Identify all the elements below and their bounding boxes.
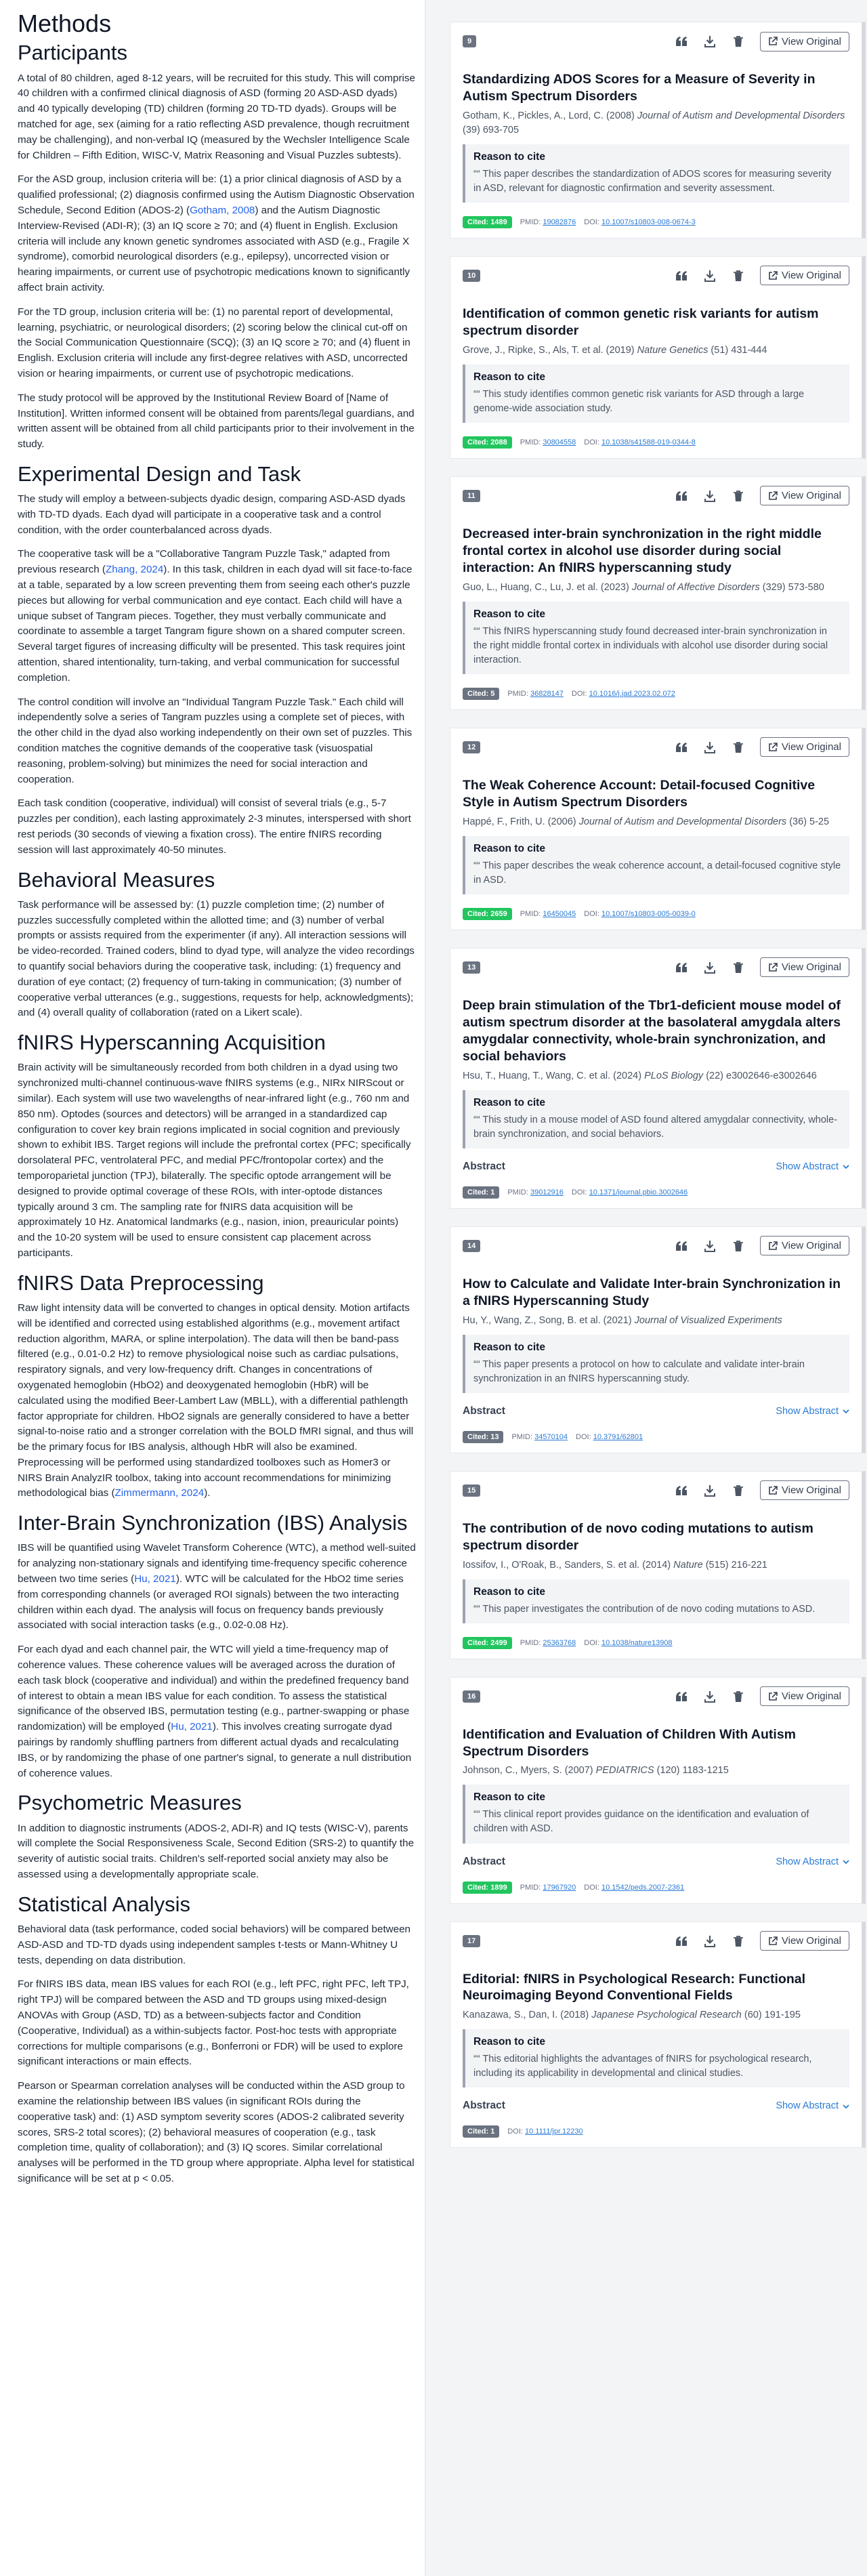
paragraph: IBS will be quantified using Wavelet Transform Coherence (WTC), a method well-suited for analyzing non-stationary signals and identifying time-frequency specific coherence between two time series (Hu, 2021). WTC will be calculated for the HbO2 time series from corresponding channels (or averaged ROI signals) between the two interacting children within each dyad. The analysis will focus on frequency bands previously associated with social interaction tasks (e.g., 0.02-0.08 Hz). <box>18 1542 416 1632</box>
pmid: PMID: 16450045 <box>520 909 576 918</box>
reason-title: Reason to cite <box>473 1585 545 1598</box>
reference-title: Decreased inter-brain synchronization in the right middle frontal cortex in alcohol use disorder during social interaction: An fNIRS hyperscanning study <box>463 526 822 575</box>
section-heading: Participants <box>18 41 127 65</box>
reference-title: The contribution of de novo coding mutations to autism spectrum disorder <box>463 1520 813 1553</box>
reference-volume: (22) e3002646-e3002646 <box>703 1070 817 1081</box>
card-header <box>463 32 849 51</box>
view-original-label: View Original <box>781 1484 841 1497</box>
trash-icon[interactable] <box>732 1484 745 1497</box>
quote-icon[interactable] <box>675 35 688 48</box>
cited-count-badge: Cited: 2659 <box>463 908 512 920</box>
doi-link[interactable]: 10.1038/nature13908 <box>601 1638 673 1647</box>
reason-to-cite <box>463 365 849 423</box>
card-header <box>463 486 849 505</box>
show-abstract-toggle[interactable] <box>776 1406 849 1417</box>
view-original-button[interactable] <box>760 957 849 977</box>
external-link-icon <box>768 1692 778 1701</box>
reference-card <box>450 476 866 710</box>
reference-footer <box>463 216 849 228</box>
doi: DOI: 10.1007/s10803-005-0039-0 <box>584 909 696 918</box>
reference-journal: Japanese Psychological Research <box>591 2010 742 2021</box>
citation-link[interactable]: Zhang, 2024 <box>106 564 164 576</box>
card-actions <box>675 486 849 505</box>
paragraph: For the TD group, inclusion criteria will be: (1) no parental report of developmental, learning, psychiatric, or neurological disorders; (2) scoring below the clinical cut-off on the Social Communication Questionnaire (SCQ); (3) an IQ score ≥ 70; and (4) fluent in English. Exclusion criteria will include any first-degree relatives with ASD, uncorrected vision or hearing impairments, or current use of psychotropic medications. <box>18 306 410 379</box>
reference-title: Standardizing ADOS Scores for a Measure of Severity in Autism Spectrum Disorders <box>463 72 816 104</box>
card-actions <box>675 1686 849 1706</box>
reason-text: ““ This editorial highlights the advantages of fNIRS for psychological research, including its applicability in developmental and clinical studies. <box>473 2054 812 2079</box>
reference-title: How to Calculate and Validate Inter-brain Synchronization in a fNIRS Hyperscanning Study <box>463 1276 841 1308</box>
card-actions <box>675 32 849 51</box>
paragraph: Each task condition (cooperative, individual) will consist of several trials (e.g., 5-7 puzzles per condition), each lasting approximately 2-3 minutes, interspersed with short rest periods (30 seconds of viewing a fixation cross). The entire fNIRS recording session will last approximately 40-50 minutes. <box>18 797 411 856</box>
doi: DOI: 10.1016/j.jad.2023.02.072 <box>571 689 675 698</box>
card-header <box>463 1687 849 1706</box>
view-original-label: View Original <box>781 1690 841 1703</box>
reference-authors: Iossifov, I., O'Roak, B., Sanders, S. et al. (2014) <box>463 1559 674 1571</box>
download-icon[interactable] <box>703 1239 717 1253</box>
reason-to-cite <box>463 1579 849 1623</box>
paragraph: The control condition will involve an "Individual Tangram Puzzle Task." Each child will independently solve a series of Tangram puzzles using a complete set of pieces, with the other child in the dyad also working independently on their own set of puzzles. This condition matches the cognitive demands of the cooperative task (visuospatial reasoning, problem-solving) but minimizes the need for social interaction and cooperation. <box>18 696 413 785</box>
reference-journal: PLoS Biology <box>644 1070 704 1081</box>
paragraph: The cooperative task will be a "Collaborative Tangram Puzzle Task," adapted from previous research (Zhang, 2024). In this task, children in each dyad will sit face-to-face at a table, separated by a low screen preventing them from seeing each other's puzzle pieces but allowing for verbal communication and eye contact. Each child will have a unique subset of Tangram pieces. Together, they must verbally communicate and coordinate to assemble a target Tangram figure shown on a shared computer screen. Several target figures of increasing difficulty will be presented. This task requires joint attention, shared intentionality, turn-taking, and verbal communication for successful completion. <box>18 548 413 684</box>
card-header <box>463 1932 849 1951</box>
reference-authors: Grove, J., Ripke, S., Als, T. et al. (2019) <box>463 344 637 356</box>
paragraph: Task performance will be assessed by: (1) puzzle completion time; (2) number of puzzles successfully completed within the allotted time; and (3) number of verbal prompts or assists required from the experimenter (if any). All interaction sessions will be video-recorded. Trained coders, blind to dyad type, will analyze the video recordings to quantify social behaviors during the cooperative task, including: (1) frequency and duration of eye contact; (2) frequency of turn-taking in communication; (3) number of cooperative verbal utterances (e.g., suggestions, requests for help, acknowledgments); and (4) overall quality of collaboration (rated on a Likert scale). <box>18 898 415 1019</box>
paragraph: A total of 80 children, aged 8-12 years, will be recruited for this study. This will comprise 40 children with a confirmed clinical diagnosis of ASD (forming 20 ASD-ASD dyads) and 40 typically developing (TD) children (forming 20 TD-TD dyads). Groups will be matched for age, sex (aiming for a ratio reflecting ASD prevalence, though recruitment may be challenging), and non-verbal IQ (measured by the Wechsler Intelligence Scale for Children – Fifth Edition, WISC-V, Matrix Reasoning and Visual Puzzles subtests). <box>18 72 415 161</box>
doi-link[interactable]: 10.1542/peds.2007-2361 <box>601 1883 685 1892</box>
card-actions <box>675 957 849 977</box>
doi-link[interactable]: 10.1007/s10803-005-0039-0 <box>601 909 696 918</box>
trash-icon[interactable] <box>732 1934 745 1948</box>
reference-title: Identification of common genetic risk variants for autism spectrum disorder <box>463 306 819 338</box>
show-abstract-label: Show Abstract <box>776 1856 839 1867</box>
card-header <box>463 266 849 285</box>
paragraph: Behavioral data (task performance, coded social behaviors) will be compared between ASD-ASD and TD-TD dyads using independent samples t-tests or Mann-Whitney U tests, depending on data distribution. <box>18 1923 410 1966</box>
reference-volume: (515) 216-221 <box>702 1559 767 1571</box>
abstract-row <box>463 1405 849 1417</box>
reference-authors: Johnson, C., Myers, S. (2007) <box>463 1765 596 1777</box>
reference-volume: (36) 5-25 <box>786 816 830 827</box>
reference-journal: PEDIATRICS <box>595 1765 654 1777</box>
reference-volume: (51) 431-444 <box>708 344 767 356</box>
download-icon[interactable] <box>703 1690 717 1703</box>
view-original-button[interactable] <box>760 32 849 51</box>
external-link-icon <box>768 963 778 972</box>
card-actions <box>675 737 849 757</box>
external-link-icon <box>768 1241 778 1251</box>
reference-card <box>450 728 866 930</box>
trash-icon[interactable] <box>732 35 745 48</box>
reference-volume: (60) 191-195 <box>741 2010 801 2021</box>
doi: DOI: 10.1371/journal.pbio.3002646 <box>571 1188 688 1197</box>
pmid: PMID: 19082876 <box>520 217 576 226</box>
reference-meta <box>463 1314 849 1328</box>
abstract-label: Abstract <box>463 2100 505 2112</box>
reference-journal: Journal of Autism and Developmental Disorders <box>637 110 845 121</box>
reference-number-badge: 9 <box>463 35 476 47</box>
reference-number-badge: 10 <box>463 270 480 282</box>
pmid-link[interactable]: 34570104 <box>534 1432 568 1441</box>
download-icon[interactable] <box>703 961 717 974</box>
doi-link[interactable]: 10.1038/s41588-019-0344-8 <box>601 438 696 446</box>
reason-to-cite <box>463 1785 849 1843</box>
reference-authors: Gotham, K., Pickles, A., Lord, C. (2008) <box>463 110 637 121</box>
trash-icon[interactable] <box>732 961 745 974</box>
reference-footer <box>463 1637 849 1649</box>
pmid: PMID: 36828147 <box>507 689 564 698</box>
reference-card <box>450 22 866 238</box>
reference-meta <box>463 581 849 595</box>
reference-volume: (39) 693-705 <box>463 124 520 136</box>
trash-icon[interactable] <box>732 489 745 503</box>
download-icon[interactable] <box>703 269 717 283</box>
reference-authors: Hu, Y., Wang, Z., Song, B. et al. (2021) <box>463 1314 635 1326</box>
reference-title: The Weak Coherence Account: Detail-focused Cognitive Style in Autism Spectrum Disorders <box>463 777 816 810</box>
card-header <box>463 738 849 757</box>
reference-authors: Kanazawa, S., Dan, I. (2018) <box>463 2010 592 2021</box>
reference-journal: Nature Genetics <box>637 344 709 356</box>
reference-number-badge: 13 <box>463 961 480 974</box>
reason-to-cite <box>463 2029 849 2087</box>
external-link-icon <box>768 1486 778 1495</box>
view-original-label: View Original <box>781 490 841 502</box>
download-icon[interactable] <box>703 1484 717 1497</box>
reference-authors: Happé, F., Frith, U. (2006) <box>463 816 579 827</box>
external-link-icon <box>768 1936 778 1946</box>
view-original-button[interactable] <box>760 1931 849 1951</box>
view-original-button[interactable] <box>760 1686 849 1706</box>
reason-text: ““ This paper presents a protocol on how to calculate and validate inter-brain synchronization in an fNIRS hyperscanning study. <box>473 1358 805 1384</box>
paragraph: Raw light intensity data will be converted to changes in optical density. Motion artifacts will be identified and corrected using established algorithms (e.g., movement artifact reduction algorithm, MARA, or spline interpolation). The data will then be band-pass filtered (e.g., 0.01-0.2 Hz) to remove physiological noise such as cardiac pulsations, respiratory signals, and very low-frequency drift. Changes in concentrations of oxygenated hemoglobin (HbO2) and deoxygenated hemoglobin (HbR) will be calculated using the modified Beer-Lambert Law (MBLL), with a differential pathlength factor appropriate for children. HbO2 signals are generally considered to have a better signal-to-noise ratio and a stronger correlation with the BOLD fMRI signal, and thus will be the primary focus for IBS analysis, although HbR will also be examined. Preprocessing will be performed using standardized toolboxes such as Homer3 or NIRS Brain AnalyzIR toolbox, taking into account recommendations for minimizing methodological bias (Zimmermann, 2024). <box>18 1302 414 1499</box>
abstract-label: Abstract <box>463 1855 505 1867</box>
pmid-link[interactable]: 19082876 <box>543 217 576 226</box>
view-original-label: View Original <box>781 1935 841 1947</box>
paragraph: Pearson or Spearman correlation analyses will be conducted within the ASD group to examine the relationship between IBS values (in significant ROIs during the cooperative task) and: (1) ASD symptom severity scores (ADOS-2 calibrated severity scores, SRS-2 total scores); (2) behavioral measures of cooperation (e.g., task completion time, quality of collaboration); and (3) IQ scores. Similar correlational analyses will be performed in the TD group where appropriate. Alpha level for statistical significance will be set at p < 0.05. <box>18 2080 415 2184</box>
reference-card <box>450 1226 866 1453</box>
reference-card <box>450 1471 866 1659</box>
reference-footer <box>463 1882 849 1894</box>
chevron-down-icon <box>839 1856 849 1867</box>
doi: DOI: 10.1007/s10803-008-0674-3 <box>584 217 696 226</box>
cited-count-badge: Cited: 2499 <box>463 1637 512 1649</box>
reference-number-badge: 15 <box>463 1484 480 1497</box>
reason-title: Reason to cite <box>473 608 545 620</box>
reference-journal: Journal of Visualized Experiments <box>634 1314 782 1326</box>
reference-volume: (329) 573-580 <box>759 581 824 593</box>
reason-title: Reason to cite <box>473 2036 545 2048</box>
view-original-button[interactable] <box>760 486 849 505</box>
reason-title: Reason to cite <box>473 842 545 854</box>
document-pane <box>0 0 425 2576</box>
reason-title: Reason to cite <box>473 1096 545 1108</box>
reference-card <box>450 1677 866 1904</box>
cited-count-badge: Cited: 1 <box>463 2125 499 2138</box>
chevron-down-icon <box>839 2100 849 2111</box>
reference-meta <box>463 344 849 358</box>
reference-number-badge: 11 <box>463 490 480 502</box>
section-heading: Inter-Brain Synchronization (IBS) Analysis <box>18 1511 408 1535</box>
reference-meta <box>463 1558 849 1573</box>
quote-icon[interactable] <box>675 269 688 283</box>
reason-to-cite <box>463 836 849 894</box>
reason-to-cite <box>463 144 849 203</box>
reference-number-badge: 17 <box>463 1935 480 1947</box>
quote-icon[interactable] <box>675 489 688 503</box>
reference-authors: Hsu, T., Huang, T., Wang, C. et al. (2024) <box>463 1070 645 1081</box>
abstract-label: Abstract <box>463 1160 505 1172</box>
quote-icon[interactable] <box>675 1690 688 1703</box>
reference-number-badge: 14 <box>463 1240 480 1252</box>
reference-authors: Guo, L., Huang, C., Lu, J. et al. (2023) <box>463 581 632 593</box>
view-original-button[interactable] <box>760 266 849 285</box>
quote-icon[interactable] <box>675 961 688 974</box>
view-original-label: View Original <box>781 1240 841 1252</box>
pmid: PMID: 39012916 <box>507 1188 564 1197</box>
show-abstract-label: Show Abstract <box>776 1161 839 1172</box>
section-heading: Psychometric Measures <box>18 1791 242 1815</box>
trash-icon[interactable] <box>732 269 745 283</box>
reference-volume: (120) 1183-1215 <box>654 1765 729 1777</box>
doi-link[interactable]: 10.3791/62801 <box>593 1432 643 1441</box>
pmid-link[interactable]: 16450045 <box>543 909 576 918</box>
quote-icon[interactable] <box>675 1239 688 1253</box>
trash-icon[interactable] <box>732 741 745 754</box>
doi-link[interactable]: 10.1111/jpr.12230 <box>525 2127 583 2136</box>
view-original-label: View Original <box>781 270 841 282</box>
reference-footer <box>463 2125 849 2138</box>
quote-icon[interactable] <box>675 1484 688 1497</box>
reference-footer <box>463 1431 849 1443</box>
reference-footer <box>463 1186 849 1199</box>
download-icon[interactable] <box>703 489 717 503</box>
references-pane <box>425 0 867 2576</box>
paragraph: For fNIRS IBS data, mean IBS values for each ROI (e.g., left PFC, right PFC, left TPJ, right TPJ) will be compared between the ASD and TD groups using mixed-design ANOVAs with Group (ASD, TD) as a between-subjects factor and Condition (Cooperative, Individual) as a within-subjects factor. Post-hoc tests with appropriate corrections for multiple comparisons (e.g., Bonferroni or FDR) will be used to explore significant interactions or main effects. <box>18 1978 409 2068</box>
section-heading: fNIRS Hyperscanning Acquisition <box>18 1031 326 1055</box>
reference-footer <box>463 436 849 449</box>
reason-to-cite <box>463 1090 849 1148</box>
doi: DOI: 10.1038/nature13908 <box>584 1638 673 1647</box>
reference-meta <box>463 1069 849 1083</box>
external-link-icon <box>768 743 778 752</box>
reason-title: Reason to cite <box>473 150 545 163</box>
cited-count-badge: Cited: 2088 <box>463 436 512 449</box>
view-original-button[interactable] <box>760 1236 849 1255</box>
card-actions <box>675 1931 849 1951</box>
download-icon[interactable] <box>703 35 717 48</box>
trash-icon[interactable] <box>732 1239 745 1253</box>
reason-text: ““ This paper describes the weak coherence account, a detail-focused cognitive style in ASD. <box>473 860 841 886</box>
reference-journal: Journal of Affective Disorders <box>631 581 760 593</box>
reason-text: ““ This fNIRS hyperscanning study found decreased inter-brain synchronization in the right middle frontal cortex in individuals with alcohol use disorder during social interaction. <box>473 625 828 665</box>
doi: DOI: 10.1038/s41588-019-0344-8 <box>584 438 696 446</box>
abstract-row <box>463 1161 849 1173</box>
reference-meta <box>463 815 849 829</box>
card-header <box>463 1481 849 1500</box>
pmid: PMID: 30804558 <box>520 438 576 446</box>
cited-count-badge: Cited: 5 <box>463 688 499 700</box>
reason-title: Reason to cite <box>473 371 545 383</box>
reference-number-badge: 12 <box>463 741 480 753</box>
reference-journal: Nature <box>673 1559 703 1571</box>
doi-link[interactable]: 10.1016/j.jad.2023.02.072 <box>589 689 675 698</box>
card-header <box>463 958 849 977</box>
reference-title: Editorial: fNIRS in Psychological Research: Functional Neuroimaging Beyond Conventional Fields <box>463 1971 806 2003</box>
doi: DOI: 10.1542/peds.2007-2361 <box>584 1883 685 1892</box>
cited-count-badge: Cited: 13 <box>463 1431 503 1443</box>
reason-to-cite <box>463 1335 849 1393</box>
show-abstract-toggle[interactable] <box>776 2100 849 2111</box>
chevron-down-icon <box>839 1161 849 1172</box>
show-abstract-label: Show Abstract <box>776 2100 839 2112</box>
pmid-link[interactable]: 30804558 <box>543 438 576 446</box>
pmid: PMID: 17967920 <box>520 1883 576 1892</box>
card-actions <box>675 1236 849 1255</box>
view-original-label: View Original <box>781 961 841 974</box>
quote-icon[interactable] <box>675 741 688 754</box>
reference-meta <box>463 109 849 138</box>
pmid: PMID: 25363768 <box>520 1638 576 1647</box>
reason-text: ““ This study identifies common genetic risk variants for ASD through a large genome-wide association study. <box>473 388 805 414</box>
view-original-label: View Original <box>781 741 841 753</box>
pmid-link[interactable]: 36828147 <box>530 689 564 698</box>
cited-count-badge: Cited: 1489 <box>463 216 512 228</box>
citation-link[interactable]: Hu, 2021 <box>134 1573 176 1585</box>
abstract-row <box>463 2100 849 2112</box>
reference-card <box>450 948 866 1209</box>
card-actions <box>675 1480 849 1500</box>
card-actions <box>675 266 849 285</box>
reason-to-cite <box>463 602 849 674</box>
doi-link[interactable]: 10.1371/journal.pbio.3002646 <box>589 1188 688 1197</box>
abstract-label: Abstract <box>463 1405 505 1417</box>
reference-footer <box>463 908 849 920</box>
chevron-down-icon <box>839 1406 849 1417</box>
document-title: Methods <box>18 9 112 37</box>
trash-icon[interactable] <box>732 1690 745 1703</box>
download-icon[interactable] <box>703 1934 717 1948</box>
citation-link[interactable]: Gotham, 2008 <box>190 204 255 216</box>
paragraph: In addition to diagnostic instruments (ADOS-2, ADI-R) and IQ tests (WISC-V), parents will complete the Social Responsiveness Scale, Second Edition (SRS-2) to quantify the severity of autistic social traits. Children's self-reported social anxiety may also be assessed using a developmentally appropriate scale. <box>18 1822 415 1880</box>
view-original-button[interactable] <box>760 737 849 757</box>
doi-link[interactable]: 10.1007/s10803-008-0674-3 <box>601 217 696 226</box>
show-abstract-toggle[interactable] <box>776 1161 849 1172</box>
citation-link[interactable]: Hu, 2021 <box>171 1721 213 1733</box>
show-abstract-label: Show Abstract <box>776 1405 839 1417</box>
pmid-link[interactable]: 39012916 <box>530 1188 564 1197</box>
reason-title: Reason to cite <box>473 1341 545 1353</box>
paragraph: For each dyad and each channel pair, the WTC will yield a time-frequency map of coherence values. These coherence values will be averaged across the duration of each task block (cooperative and individual) and within the predefined frequency band of interest to obtain a mean IBS value for each condition. To assess the statistical significance of the observed IBS, permutation testing (e.g., partner-swapping or phase randomization) will be employed (Hu, 2021). This involves creating surrogate dyad pairings by randomly shuffling partners from different actual dyads and recalculating IBS, or by randomizing the phase of one partner's signal, to generate a null distribution of coherence values. <box>18 1644 412 1779</box>
external-link-icon <box>768 491 778 501</box>
paragraph: The study protocol will be approved by the Institutional Review Board of [Name of Institution]. Written informed consent will be obtained from parents/legal guardians, and written assent will be obtained from all child participants prior to their involvement in the study. <box>18 392 415 451</box>
paragraph: For the ASD group, inclusion criteria will be: (1) a prior clinical diagnosis of ASD by a qualified professional; (2) diagnosis confirmed using the Autism Diagnostic Observation Schedule, Second Edition (ADOS-2) (Gotham, 2008) and the Autism Diagnostic Interview-Revised (ADI-R); (3) an IQ score ≥ 70; and (4) fluent in English. Exclusion criteria will include any known genetic syndromes associated with ASD (e.g., Fragile X syndrome), comorbid neurological disorders (e.g., epilepsy), uncorrected vision or hearing impairments, or current use of psychotropic medications known to significantly affect brain activity. <box>18 173 415 293</box>
external-link-icon <box>768 37 778 46</box>
citation-link[interactable]: Zimmermann, 2024 <box>114 1487 205 1499</box>
view-original-button[interactable] <box>760 1480 849 1500</box>
reason-text: ““ This paper describes the standardization of ADOS scores for measuring severity in ASD, relevant for diagnostic confirmation and severity assessment. <box>473 168 832 194</box>
cited-count-badge: Cited: 1 <box>463 1186 499 1199</box>
reference-footer <box>463 688 849 700</box>
section-heading: Statistical Analysis <box>18 1892 190 1916</box>
external-link-icon <box>768 271 778 281</box>
pmid-link[interactable]: 25363768 <box>543 1638 576 1647</box>
show-abstract-toggle[interactable] <box>776 1856 849 1867</box>
reason-text: ““ This clinical report provides guidance on the identification and evaluation of children with ASD. <box>473 1809 809 1835</box>
document-sections <box>18 40 417 2186</box>
cited-count-badge: Cited: 1899 <box>463 1882 512 1894</box>
reference-meta <box>463 1764 849 1778</box>
reference-title: Deep brain stimulation of the Tbr1-deficient mouse model of autism spectrum disorder at the basolateral amygdala alters amygdalar connectivity, whole-brain synchronization, and social behaviors <box>463 997 841 1064</box>
reason-text: ““ This study in a mouse model of ASD found altered amygdalar connectivity, whole-brain synchronization, and social behaviors. <box>473 1114 838 1140</box>
reference-number-badge: 16 <box>463 1690 480 1703</box>
section-heading: Behavioral Measures <box>18 867 215 892</box>
quote-icon[interactable] <box>675 1934 688 1948</box>
reference-meta <box>463 2008 849 2022</box>
reference-card <box>450 256 866 459</box>
section-heading: Experimental Design and Task <box>18 461 301 486</box>
card-header <box>463 1237 849 1255</box>
paragraph: The study will employ a between-subjects dyadic design, comparing ASD-ASD dyads with TD-TD dyads. Each dyad will participate in a cooperative task and a control condition, with the order counterbalanced across dyads. <box>18 493 406 536</box>
section-heading: fNIRS Data Preprocessing <box>18 1270 264 1295</box>
abstract-row <box>463 1856 849 1868</box>
reference-card <box>450 1921 866 2148</box>
doi: DOI: 10.1111/jpr.12230 <box>507 2127 583 2136</box>
pmid: PMID: 34570104 <box>511 1432 568 1441</box>
pmid-link[interactable]: 17967920 <box>543 1883 576 1892</box>
reference-title: Identification and Evaluation of Children With Autism Spectrum Disorders <box>463 1726 797 1759</box>
paragraph: Brain activity will be simultaneously recorded from both children in a dyad using two synchronized multi-channel continuous-wave fNIRS systems (e.g., NIRx NIRScout or similar). Each system will use two wavelengths of near-infrared light (e.g., 760 nm and 850 nm). Optodes (sources and detectors) will be arranged in a standardized cap configuration to cover key brain regions implicated in social cognition and previously shown to exhibit IBS. Target regions will include the prefrontal cortex (PFC; specifically dorsolateral PFC, ventrolateral PFC, and medial PFC/frontopolar cortex) and the temporoparietal junction (TPJ), bilaterally. The specific optode arrangement will be designed to provide optimal coverage of these ROIs, with inter-optode distances typically around 3 cm. The sampling rate for fNIRS data acquisition will be approximately 10 Hz. Anatomical landmarks (e.g., nasion, inion, preauricular points) and the 10-20 system will be used to ensure consistent cap placement across participants. <box>18 1062 411 1259</box>
reference-journal: Journal of Autism and Developmental Disorders <box>578 816 787 827</box>
doi: DOI: 10.3791/62801 <box>576 1432 643 1441</box>
reason-title: Reason to cite <box>473 1791 545 1804</box>
view-original-label: View Original <box>781 35 841 47</box>
reason-text: ““ This paper investigates the contribution of de novo coding mutations to ASD. <box>473 1603 816 1615</box>
download-icon[interactable] <box>703 741 717 754</box>
